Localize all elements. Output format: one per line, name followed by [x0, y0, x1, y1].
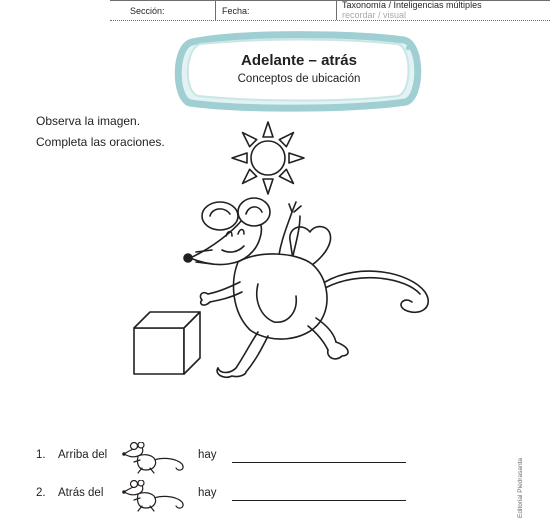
mouse-nose	[184, 254, 192, 262]
date-label: Fecha:	[222, 6, 250, 16]
mouse-leg-left	[218, 332, 268, 373]
sun-icon	[232, 122, 304, 194]
illustration	[120, 112, 500, 387]
mouse-mini-icon	[120, 480, 190, 512]
header-top-line	[110, 0, 550, 1]
cube-illustration	[134, 312, 200, 374]
sentence-suffix: hay	[198, 449, 217, 461]
mouse-ear-front	[238, 198, 270, 226]
mouse-mini-icon	[120, 442, 190, 474]
instruction-complete: Completa las oraciones.	[36, 135, 165, 149]
title-banner	[170, 30, 425, 112]
taxonomy-values: recordar / visual	[342, 10, 407, 20]
mouse-ear-back	[202, 202, 238, 230]
section-label: Sección:	[130, 6, 165, 16]
publisher-credit: Editorial Piedrasanta	[517, 458, 524, 518]
page-title: Adelante – atrás	[241, 52, 357, 69]
taxonomy-label: Taxonomía / Inteligencias múltiples	[342, 0, 482, 10]
answer-line-1[interactable]	[232, 462, 406, 463]
page-subtitle: Conceptos de ubicación	[237, 73, 361, 85]
sentence-1	[36, 442, 436, 470]
sentence-prefix: Atrás del	[58, 487, 104, 499]
sentence-number: 1.	[36, 449, 46, 461]
mouse-body	[234, 254, 327, 339]
header-bottom-line	[110, 20, 550, 21]
sentence-2	[36, 480, 436, 508]
header-separator	[336, 0, 337, 20]
header-separator	[215, 0, 216, 20]
instruction-observe: Observa la imagen.	[36, 114, 141, 128]
sentence-prefix: Arriba del	[58, 449, 108, 461]
answer-line-2[interactable]	[232, 500, 406, 501]
sentence-suffix: hay	[198, 487, 217, 499]
sentence-number: 2.	[36, 487, 46, 499]
